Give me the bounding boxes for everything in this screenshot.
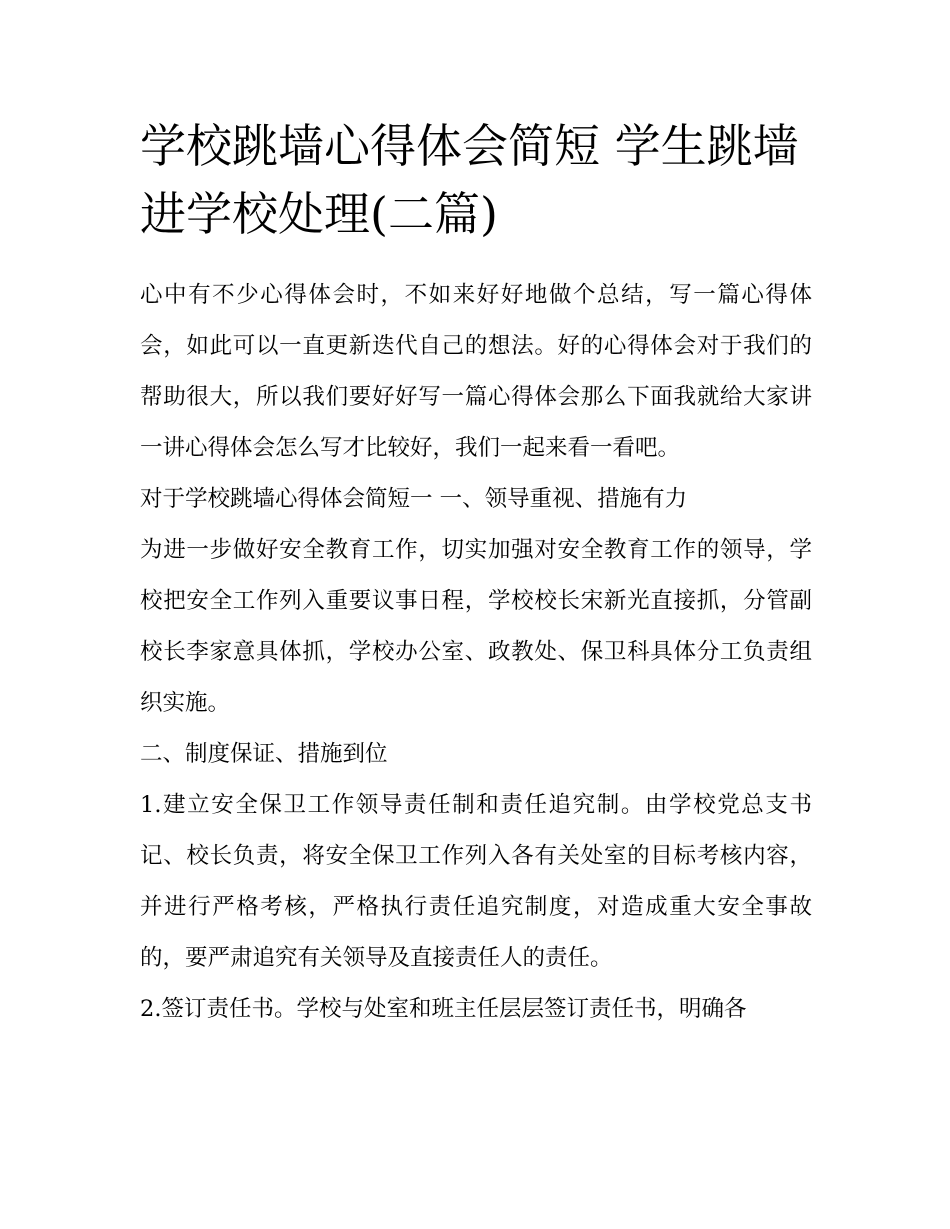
paragraph-item-two: 2.签订责任书。学校与处室和班主任层层签订责任书，明确各: [140, 996, 747, 1022]
document-title: 学校跳墙心得体会简短 学生跳墙进学校处理(二篇): [140, 119, 799, 241]
paragraph-section-two-heading: 二、制度保证、措施到位: [140, 741, 388, 767]
document-page: [140, 112, 812, 1035]
paragraph-section-one-heading: 对于学校跳墙心得体会简短一 一、领导重视、措施有力: [140, 486, 688, 512]
paragraph-item-one: 1.建立安全保卫工作领导责任制和责任追究制。由学校党总支书记、校长负责，将安全保卫工作列入各有关处室的目标考核内容，并进行严格考核，严格执行责任追究制度，对造成重大安全事故的，要严肃追究有关领导及直接责任人的责任。: [140, 792, 812, 971]
paragraph-leadership: 为进一步做好安全教育工作，切实加强对安全教育工作的领导，学校把安全工作列入重要议事日程，学校校长宋新光直接抓，分管副校长李家意具体抓，学校办公室、政教处、保卫科具体分工负责组织实施。: [140, 537, 812, 716]
paragraph-intro: 心中有不少心得体会时，不如来好好地做个总结，写一篇心得体会，如此可以一直更新迭代自己的想法。好的心得体会对于我们的帮助很大，所以我们要好好写一篇心得体会那么下面我就给大家讲一讲心得体会怎么写才比较好，我们一起来看一看吧。: [140, 282, 812, 461]
